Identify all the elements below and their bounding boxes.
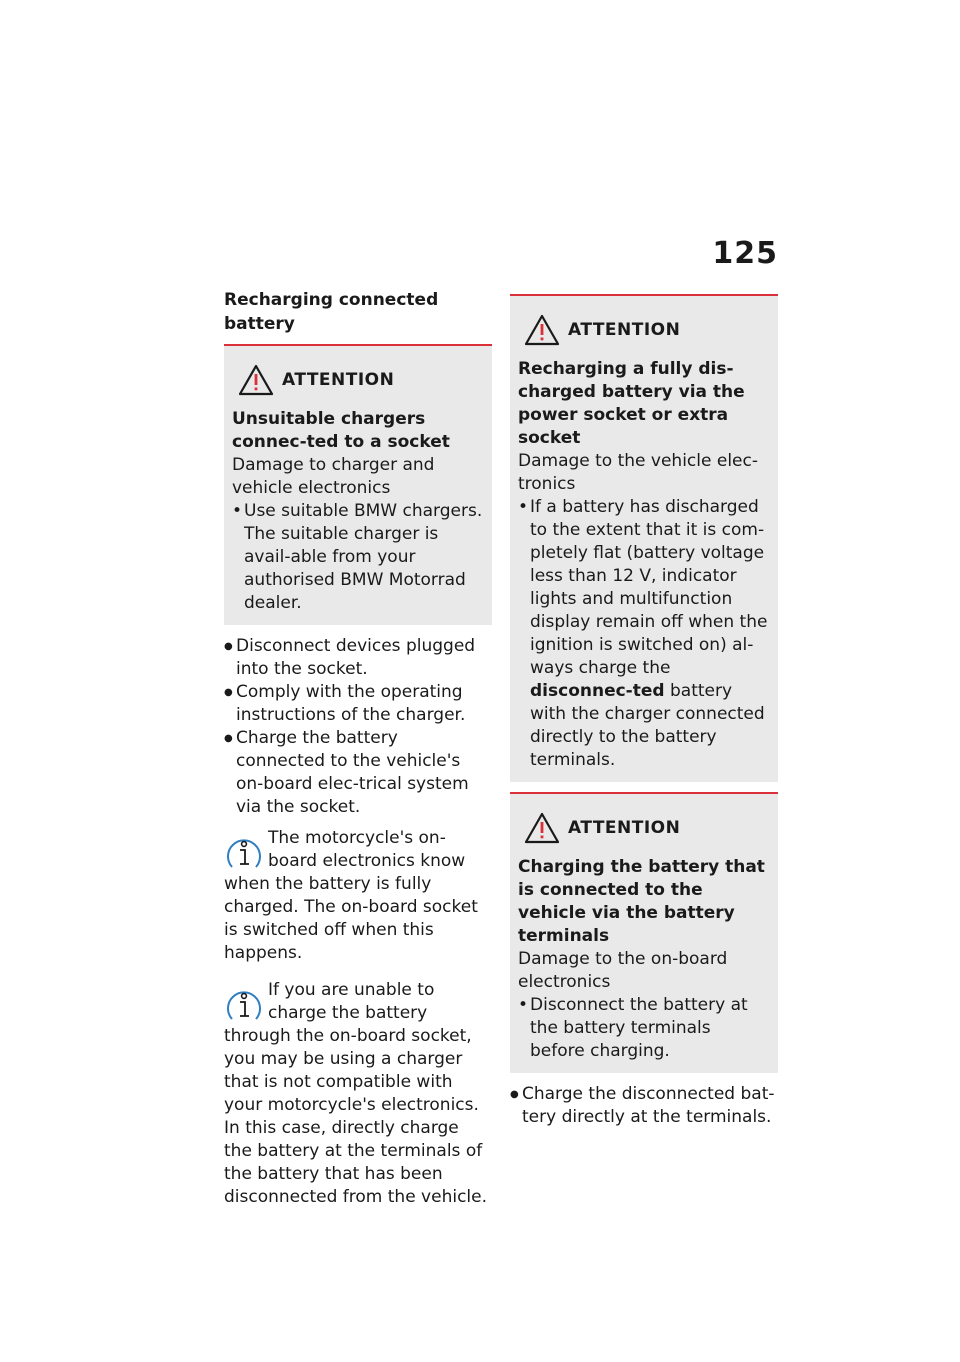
warning-triangle-icon bbox=[524, 314, 560, 346]
bullet-list bbox=[224, 635, 492, 819]
list-item: ● Charge the battery connected to the vehicle's on-board elec-trical system via the socket. bbox=[224, 727, 492, 819]
right-column bbox=[510, 294, 778, 1129]
warning-text: Damage to charger and vehicle electronics bbox=[232, 455, 435, 498]
warning-box-fully-discharged bbox=[510, 294, 778, 782]
warning-box-connected-terminals bbox=[510, 792, 778, 1073]
info-note bbox=[224, 827, 492, 965]
left-column bbox=[224, 288, 492, 1209]
warning-label: ATTENTION bbox=[568, 319, 681, 340]
list-item: • If a battery has discharged to the extent that it is com-pletely flat (battery voltage less than 12 V, indicator lights and multifunction display remain off when the ignition is switched on) al-ways charge the disconnec-ted battery with the charger connected directly to the battery terminals. bbox=[518, 496, 770, 772]
list-item: • Disconnect the battery at the battery terminals before charging. bbox=[518, 994, 770, 1063]
info-icon bbox=[224, 985, 264, 1025]
emphasis: disconnec-ted bbox=[530, 681, 665, 701]
page-number: 125 bbox=[712, 236, 778, 271]
info-text: The motorcycle's on-board electronics know when the battery is fully charged. The on-board socket is switched off when this happens. bbox=[224, 828, 478, 963]
warning-text: Damage to the on-board electronics bbox=[518, 949, 728, 992]
list-item: ● Disconnect devices plugged into the socket. bbox=[224, 635, 492, 681]
warning-title: Unsuitable chargers connec-ted to a socket bbox=[232, 409, 450, 452]
bullet-list bbox=[510, 1083, 778, 1129]
list-item: ● Charge the disconnected bat-tery directly at the terminals. bbox=[510, 1083, 778, 1129]
info-text: If you are unable to charge the battery through the on-board socket, you may be using a charger that is not compatible with your motorcycle's electronics. In this case, directly charge the battery at the terminals of the battery that has been disconnected from the vehicle. bbox=[224, 980, 488, 1207]
info-icon bbox=[224, 833, 264, 873]
list-item: • Use suitable BMW chargers. The suitable charger is avail-able from your authorised BMW Motorrad dealer. bbox=[232, 500, 484, 615]
warning-title: Charging the battery that is connected to the vehicle via the battery terminals bbox=[518, 857, 765, 946]
warning-box-unsuitable-chargers bbox=[224, 344, 492, 625]
list-item: ● Comply with the operating instructions of the charger. bbox=[224, 681, 492, 727]
warning-text: Damage to the vehicle elec-tronics bbox=[518, 451, 758, 494]
warning-triangle-icon bbox=[524, 812, 560, 844]
warning-label: ATTENTION bbox=[568, 817, 681, 838]
warning-list bbox=[232, 500, 484, 615]
section-heading: Recharging connected battery bbox=[224, 290, 439, 334]
info-note bbox=[224, 979, 492, 1209]
warning-triangle-icon bbox=[238, 364, 274, 396]
warning-list bbox=[518, 496, 770, 772]
warning-label: ATTENTION bbox=[282, 369, 395, 390]
warning-title: Recharging a fully dis-charged battery via the power socket or extra socket bbox=[518, 359, 745, 448]
warning-list bbox=[518, 994, 770, 1063]
